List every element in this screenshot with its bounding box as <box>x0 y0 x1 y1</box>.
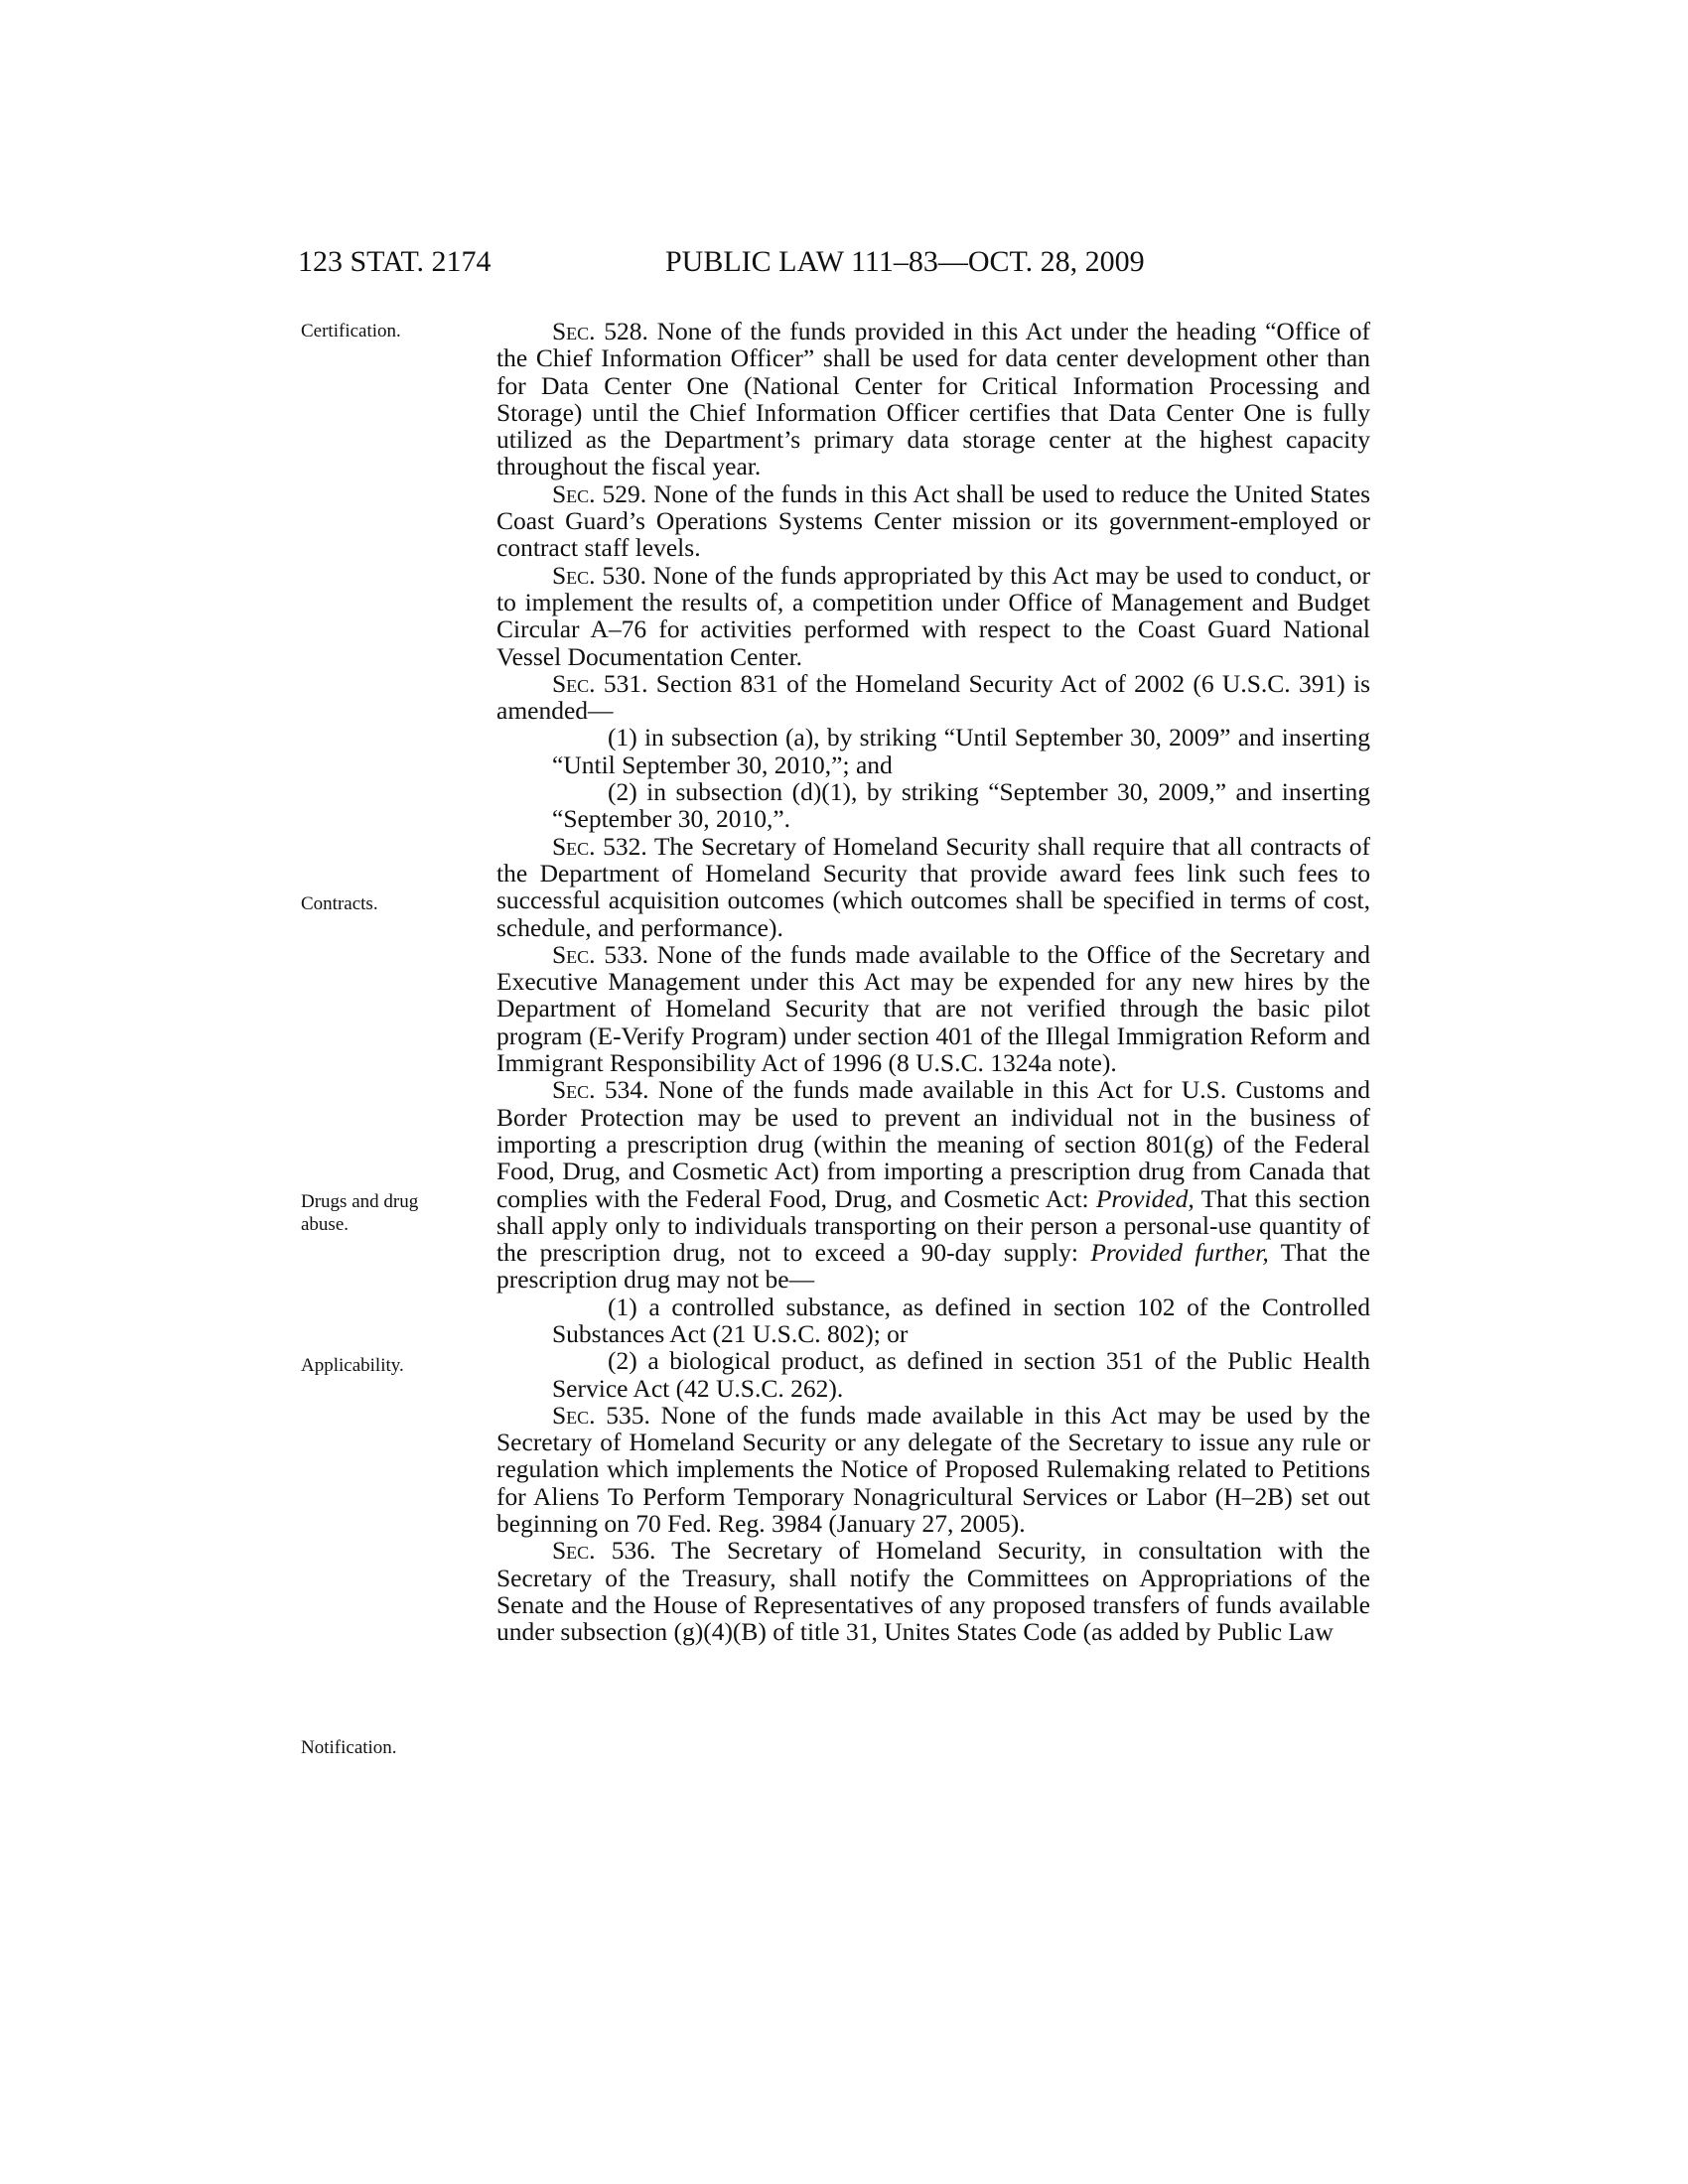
section-531-item-2: (2) in subsection (d)(1), by striking “September 30, 2009,” and inserting “September 30, 2010,”. <box>552 777 1370 834</box>
margin-note-contracts: Contracts. <box>301 893 378 914</box>
margin-note-drugs: Drugs and drug abuse. <box>301 1191 419 1235</box>
section-531: Sec. 531. Section 831 of the Homeland Security Act of 2002 (6 U.S.C. 391) is amended— <box>496 668 1370 726</box>
section-534-item-2: (2) a biological product, as defined in section 351 of the Public Health Service Act (42 U.S.C. 262). <box>552 1346 1370 1403</box>
section-528: Sec. 528. None of the funds provided in this Act under the heading “Office of the Chief Information Officer” shall be used for data center development other than for Data Center One (National Center for Critical Information Processing and Storage) until the Chief Information Officer certifies that Data Center One is fully utilized as the Department’s primary data storage center at the highest capacity throughout the fiscal year. <box>496 317 1370 481</box>
section-534-item-1: (1) a controlled substance, as defined in section 102 of the Controlled Substances Act (21 U.S.C. 802); or <box>552 1292 1370 1348</box>
section-535: Sec. 535. None of the funds made available in this Act may be used by the Secretary of Homeland Security or any delegate of the Secretary to issue any rule or regulation which implements the Notice of Proposed Rulemaking related to Petitions for Aliens To Perform Temporary Nonagricultural Services or Labor (H–2B) set out beginning on 70 Fed. Reg. 3984 (January 27, 2005). <box>496 1400 1371 1539</box>
section-536: Sec. 536. The Secretary of Homeland Security, in consultation with the Secretary of the Treasury, shall notify the Committees on Appropriations of the Senate and the House of Representatives of any proposed transfers of funds available under subsection (g)(4)(B) of title 31, Unites States Code (as added by Public Law <box>496 1536 1370 1647</box>
section-534: Sec. 534. None of the funds made available in this Act for U.S. Customs and Border Protection may be used to prevent an individual not in the business of importing a prescription drug (within the meaning of section 801(g) of the Federal Food, Drug, and Cosmetic Act) from importing a prescription drug from Canada that complies with the Federal Food, Drug, and Cosmetic Act: Provided, That this section shall apply only to individuals transporting on their person a personal-use quantity of the prescription drug, not to exceed a 90-day supply: Provided further, That the prescription drug may not be— <box>496 1075 1370 1295</box>
running-title: PUBLIC LAW 111–83—OCT. 28, 2009 <box>665 245 1145 278</box>
page-header <box>298 242 1370 282</box>
margin-note-notification: Notification. <box>301 1737 397 1758</box>
section-532: Sec. 532. The Secretary of Homeland Security shall require that all contracts of the Department of Homeland Security that provide award fees link such fees to successful acquisition outcomes (which outcomes shall be specified in terms of cost, schedule, and performance). <box>496 831 1371 942</box>
margin-note-applicability: Applicability. <box>301 1355 404 1376</box>
document-body <box>496 318 1370 1646</box>
statute-page-number: 123 STAT. 2174 <box>298 245 492 278</box>
margin-note-certification: Certification. <box>301 321 401 341</box>
section-533: Sec. 533. None of the funds made available to the Office of the Secretary and Executive Management under this Act may be expended for any new hires by the Department of Homeland Security that are not verified through the basic pilot program (E-Verify Program) under section 401 of the Illegal Immigration Reform and Immigrant Responsibility Act of 1996 (8 U.S.C. 1324a note). <box>496 939 1370 1078</box>
section-530: Sec. 530. None of the funds appropriated by this Act may be used to conduct, or to implement the results of, a competition under Office of Management and Budget Circular A–76 for activities performed with respect to the Coast Guard National Vessel Documentation Center. <box>496 560 1370 671</box>
section-529: Sec. 529. None of the funds in this Act shall be used to reduce the United States Coast Guard’s Operations Systems Center mission or its government-employed or contract staff levels. <box>496 478 1370 563</box>
section-531-item-1: (1) in subsection (a), by striking “Until September 30, 2009” and inserting “Until September 30, 2010,”; and <box>552 723 1370 779</box>
